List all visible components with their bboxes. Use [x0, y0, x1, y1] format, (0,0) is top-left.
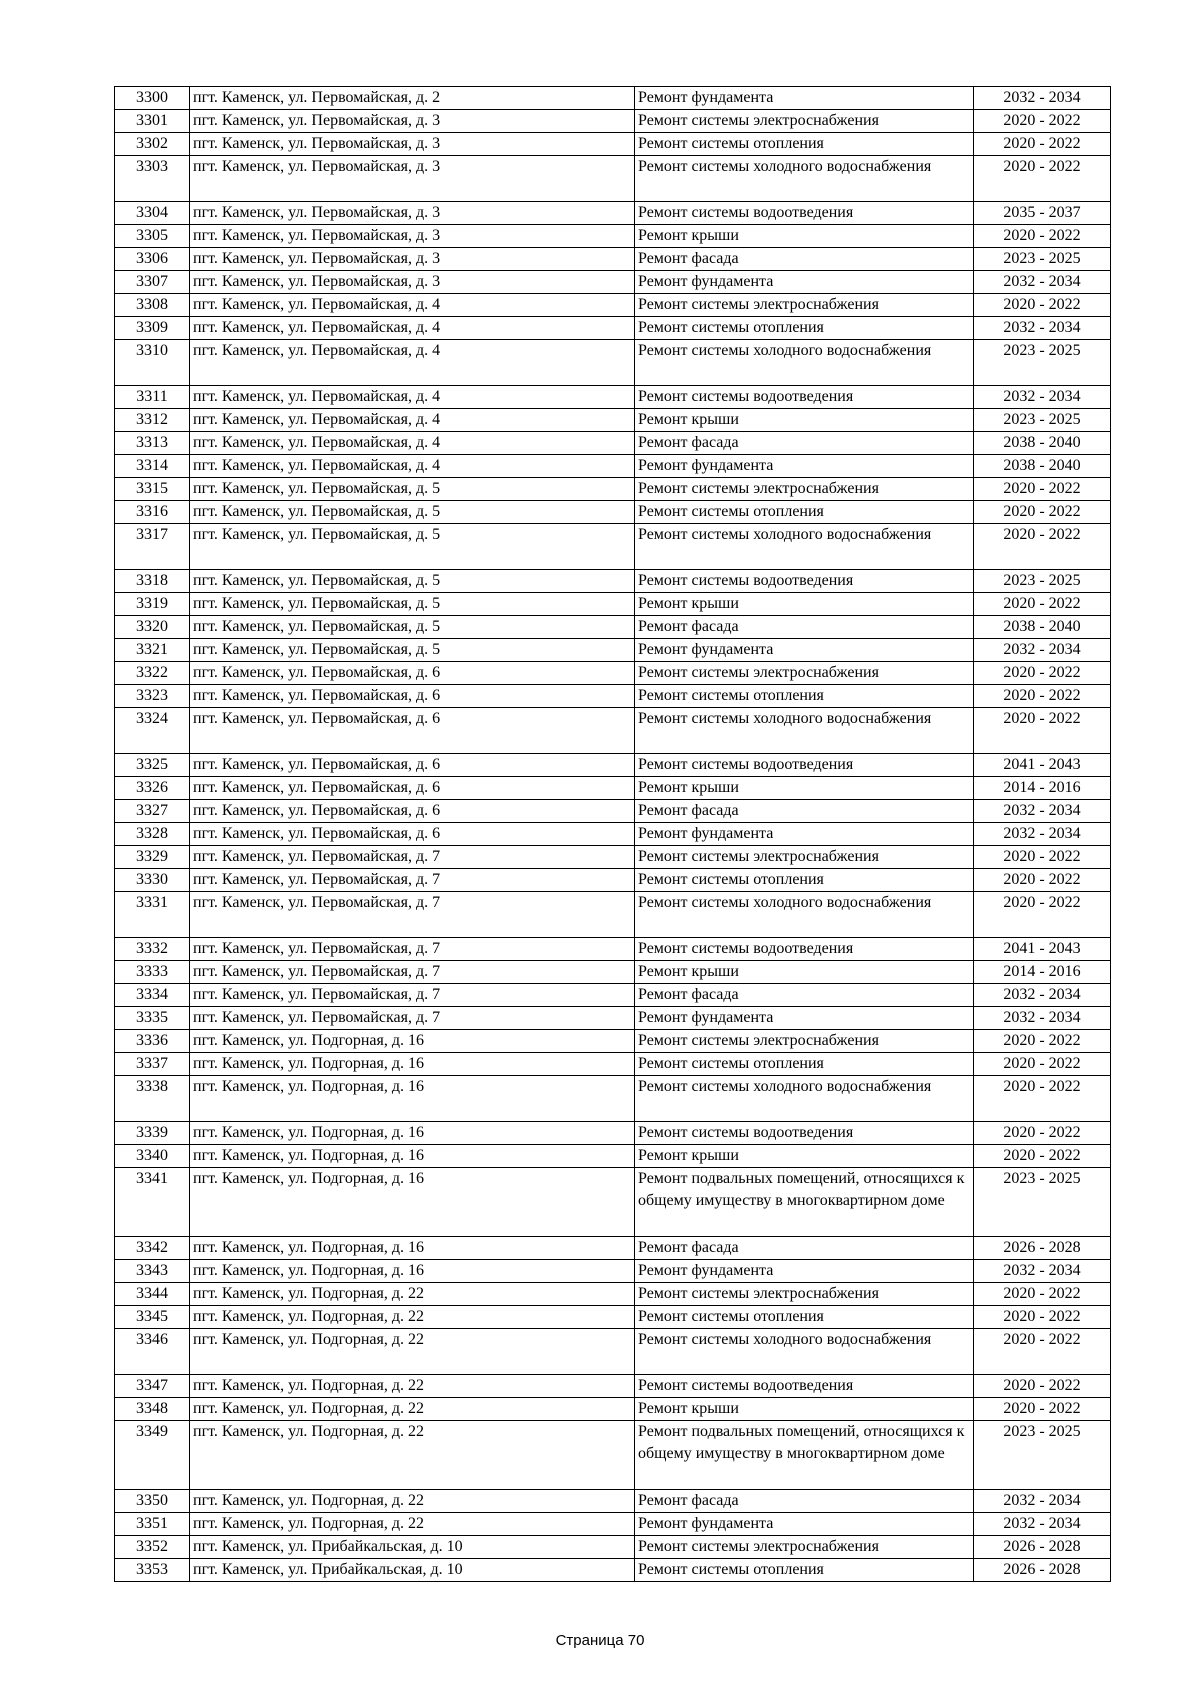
table-row	[115, 1283, 1111, 1306]
work-type-cell: Ремонт системы электроснабжения	[635, 294, 974, 317]
row-number-cell: 3306	[115, 248, 190, 271]
period-cell: 2020 - 2022	[974, 708, 1111, 754]
table-row	[115, 892, 1111, 938]
address-cell: пгт. Каменск, ул. Первомайская, д. 6	[190, 777, 635, 800]
address-cell: пгт. Каменск, ул. Подгорная, д. 22	[190, 1398, 635, 1421]
address-cell: пгт. Каменск, ул. Подгорная, д. 22	[190, 1490, 635, 1513]
address-cell: пгт. Каменск, ул. Первомайская, д. 6	[190, 662, 635, 685]
work-type-cell: Ремонт подвальных помещений, относящихся к общему имуществу в многоквартирном доме	[635, 1421, 974, 1490]
table-row	[115, 1536, 1111, 1559]
work-type-cell: Ремонт системы холодного водоснабжения	[635, 156, 974, 202]
address-cell: пгт. Каменск, ул. Первомайская, д. 7	[190, 892, 635, 938]
address-cell: пгт. Каменск, ул. Первомайская, д. 3	[190, 133, 635, 156]
row-number-cell: 3338	[115, 1076, 190, 1122]
table-row	[115, 1237, 1111, 1260]
row-number-cell: 3331	[115, 892, 190, 938]
row-number-cell: 3339	[115, 1122, 190, 1145]
work-type-cell: Ремонт системы отопления	[635, 501, 974, 524]
period-cell: 2032 - 2034	[974, 87, 1111, 110]
work-type-cell: Ремонт крыши	[635, 961, 974, 984]
address-cell: пгт. Каменск, ул. Первомайская, д. 5	[190, 501, 635, 524]
address-cell: пгт. Каменск, ул. Первомайская, д. 7	[190, 869, 635, 892]
table-row	[115, 800, 1111, 823]
row-number-cell: 3321	[115, 639, 190, 662]
row-number-cell: 3333	[115, 961, 190, 984]
row-number-cell: 3320	[115, 616, 190, 639]
row-number-cell: 3327	[115, 800, 190, 823]
row-number-cell: 3332	[115, 938, 190, 961]
row-number-cell: 3326	[115, 777, 190, 800]
period-cell: 2032 - 2034	[974, 386, 1111, 409]
address-cell: пгт. Каменск, ул. Прибайкальская, д. 10	[190, 1536, 635, 1559]
work-type-cell: Ремонт фундамента	[635, 1007, 974, 1030]
address-cell: пгт. Каменск, ул. Первомайская, д. 4	[190, 386, 635, 409]
table-row	[115, 1375, 1111, 1398]
period-cell: 2023 - 2025	[974, 409, 1111, 432]
row-number-cell: 3352	[115, 1536, 190, 1559]
work-type-cell: Ремонт подвальных помещений, относящихся к общему имуществу в многоквартирном доме	[635, 1168, 974, 1237]
address-cell: пгт. Каменск, ул. Прибайкальская, д. 10	[190, 1559, 635, 1582]
table-row	[115, 1076, 1111, 1122]
work-type-cell: Ремонт системы холодного водоснабжения	[635, 708, 974, 754]
work-type-cell: Ремонт системы холодного водоснабжения	[635, 524, 974, 570]
work-type-cell: Ремонт системы отопления	[635, 869, 974, 892]
work-type-cell: Ремонт системы водоотведения	[635, 386, 974, 409]
period-cell: 2032 - 2034	[974, 984, 1111, 1007]
row-number-cell: 3344	[115, 1283, 190, 1306]
address-cell: пгт. Каменск, ул. Первомайская, д. 7	[190, 984, 635, 1007]
work-type-cell: Ремонт системы электроснабжения	[635, 1030, 974, 1053]
table-row	[115, 1122, 1111, 1145]
row-number-cell: 3334	[115, 984, 190, 1007]
work-type-cell: Ремонт системы холодного водоснабжения	[635, 1076, 974, 1122]
work-type-cell: Ремонт фасада	[635, 984, 974, 1007]
row-number-cell: 3345	[115, 1306, 190, 1329]
period-cell: 2020 - 2022	[974, 110, 1111, 133]
period-cell: 2020 - 2022	[974, 1122, 1111, 1145]
period-cell: 2035 - 2037	[974, 202, 1111, 225]
period-cell: 2020 - 2022	[974, 524, 1111, 570]
address-cell: пгт. Каменск, ул. Подгорная, д. 22	[190, 1283, 635, 1306]
row-number-cell: 3350	[115, 1490, 190, 1513]
row-number-cell: 3335	[115, 1007, 190, 1030]
table-row	[115, 754, 1111, 777]
work-type-cell: Ремонт системы электроснабжения	[635, 1283, 974, 1306]
period-cell: 2014 - 2016	[974, 961, 1111, 984]
table-row	[115, 1145, 1111, 1168]
row-number-cell: 3337	[115, 1053, 190, 1076]
address-cell: пгт. Каменск, ул. Подгорная, д. 22	[190, 1421, 635, 1490]
period-cell: 2023 - 2025	[974, 248, 1111, 271]
period-cell: 2020 - 2022	[974, 1030, 1111, 1053]
row-number-cell: 3351	[115, 1513, 190, 1536]
work-type-cell: Ремонт системы водоотведения	[635, 1122, 974, 1145]
period-cell: 2020 - 2022	[974, 593, 1111, 616]
address-cell: пгт. Каменск, ул. Первомайская, д. 2	[190, 87, 635, 110]
row-number-cell: 3323	[115, 685, 190, 708]
period-cell: 2023 - 2025	[974, 340, 1111, 386]
address-cell: пгт. Каменск, ул. Первомайская, д. 4	[190, 432, 635, 455]
address-cell: пгт. Каменск, ул. Первомайская, д. 5	[190, 593, 635, 616]
period-cell: 2020 - 2022	[974, 869, 1111, 892]
address-cell: пгт. Каменск, ул. Подгорная, д. 16	[190, 1122, 635, 1145]
table-row	[115, 409, 1111, 432]
row-number-cell: 3324	[115, 708, 190, 754]
row-number-cell: 3328	[115, 823, 190, 846]
row-number-cell: 3342	[115, 1237, 190, 1260]
work-type-cell: Ремонт системы холодного водоснабжения	[635, 340, 974, 386]
address-cell: пгт. Каменск, ул. Первомайская, д. 3	[190, 225, 635, 248]
table-row	[115, 777, 1111, 800]
row-number-cell: 3302	[115, 133, 190, 156]
table-row	[115, 685, 1111, 708]
period-cell: 2020 - 2022	[974, 685, 1111, 708]
period-cell: 2026 - 2028	[974, 1536, 1111, 1559]
table-row	[115, 961, 1111, 984]
table-row	[115, 823, 1111, 846]
table-row	[115, 133, 1111, 156]
address-cell: пгт. Каменск, ул. Первомайская, д. 6	[190, 823, 635, 846]
table-row	[115, 271, 1111, 294]
work-type-cell: Ремонт системы отопления	[635, 317, 974, 340]
work-type-cell: Ремонт системы водоотведения	[635, 202, 974, 225]
work-type-cell: Ремонт фасада	[635, 800, 974, 823]
period-cell: 2038 - 2040	[974, 616, 1111, 639]
row-number-cell: 3341	[115, 1168, 190, 1237]
row-number-cell: 3330	[115, 869, 190, 892]
period-cell: 2023 - 2025	[974, 1168, 1111, 1237]
row-number-cell: 3316	[115, 501, 190, 524]
period-cell: 2032 - 2034	[974, 823, 1111, 846]
row-number-cell: 3303	[115, 156, 190, 202]
table-row	[115, 1030, 1111, 1053]
period-cell: 2026 - 2028	[974, 1237, 1111, 1260]
period-cell: 2020 - 2022	[974, 1329, 1111, 1375]
row-number-cell: 3329	[115, 846, 190, 869]
address-cell: пгт. Каменск, ул. Первомайская, д. 6	[190, 708, 635, 754]
address-cell: пгт. Каменск, ул. Первомайская, д. 6	[190, 685, 635, 708]
address-cell: пгт. Каменск, ул. Подгорная, д. 16	[190, 1030, 635, 1053]
address-cell: пгт. Каменск, ул. Первомайская, д. 4	[190, 409, 635, 432]
row-number-cell: 3319	[115, 593, 190, 616]
repair-schedule-table	[114, 86, 1111, 1582]
row-number-cell: 3348	[115, 1398, 190, 1421]
address-cell: пгт. Каменск, ул. Первомайская, д. 6	[190, 754, 635, 777]
table-row	[115, 1421, 1111, 1490]
work-type-cell: Ремонт системы электроснабжения	[635, 110, 974, 133]
page-number: Страница 70	[555, 1632, 645, 1649]
period-cell: 2020 - 2022	[974, 156, 1111, 202]
work-type-cell: Ремонт фасада	[635, 1490, 974, 1513]
work-type-cell: Ремонт системы электроснабжения	[635, 662, 974, 685]
table-row	[115, 639, 1111, 662]
address-cell: пгт. Каменск, ул. Первомайская, д. 4	[190, 294, 635, 317]
period-cell: 2038 - 2040	[974, 432, 1111, 455]
address-cell: пгт. Каменск, ул. Подгорная, д. 22	[190, 1329, 635, 1375]
period-cell: 2032 - 2034	[974, 639, 1111, 662]
period-cell: 2014 - 2016	[974, 777, 1111, 800]
table-row	[115, 984, 1111, 1007]
work-type-cell: Ремонт крыши	[635, 1145, 974, 1168]
work-type-cell: Ремонт фундамента	[635, 823, 974, 846]
table-row	[115, 317, 1111, 340]
address-cell: пгт. Каменск, ул. Подгорная, д. 22	[190, 1306, 635, 1329]
work-type-cell: Ремонт крыши	[635, 225, 974, 248]
row-number-cell: 3313	[115, 432, 190, 455]
address-cell: пгт. Каменск, ул. Первомайская, д. 3	[190, 248, 635, 271]
table-row	[115, 938, 1111, 961]
period-cell: 2020 - 2022	[974, 662, 1111, 685]
period-cell: 2020 - 2022	[974, 1076, 1111, 1122]
period-cell: 2032 - 2034	[974, 800, 1111, 823]
work-type-cell: Ремонт крыши	[635, 777, 974, 800]
table-row	[115, 294, 1111, 317]
table-row	[115, 1398, 1111, 1421]
address-cell: пгт. Каменск, ул. Первомайская, д. 5	[190, 570, 635, 593]
address-cell: пгт. Каменск, ул. Первомайская, д. 7	[190, 846, 635, 869]
address-cell: пгт. Каменск, ул. Подгорная, д. 16	[190, 1237, 635, 1260]
address-cell: пгт. Каменск, ул. Первомайская, д. 3	[190, 110, 635, 133]
table-row	[115, 455, 1111, 478]
work-type-cell: Ремонт системы электроснабжения	[635, 478, 974, 501]
work-type-cell: Ремонт фундамента	[635, 639, 974, 662]
work-type-cell: Ремонт системы отопления	[635, 1306, 974, 1329]
work-type-cell: Ремонт фасада	[635, 432, 974, 455]
table-row	[115, 225, 1111, 248]
work-type-cell: Ремонт системы водоотведения	[635, 570, 974, 593]
work-type-cell: Ремонт системы водоотведения	[635, 754, 974, 777]
period-cell: 2032 - 2034	[974, 1513, 1111, 1536]
address-cell: пгт. Каменск, ул. Первомайская, д. 7	[190, 1007, 635, 1030]
work-type-cell: Ремонт фундамента	[635, 1513, 974, 1536]
table-row	[115, 662, 1111, 685]
table-row	[115, 1007, 1111, 1030]
row-number-cell: 3300	[115, 87, 190, 110]
address-cell: пгт. Каменск, ул. Первомайская, д. 3	[190, 156, 635, 202]
address-cell: пгт. Каменск, ул. Первомайская, д. 6	[190, 800, 635, 823]
row-number-cell: 3311	[115, 386, 190, 409]
address-cell: пгт. Каменск, ул. Подгорная, д. 16	[190, 1145, 635, 1168]
work-type-cell: Ремонт фундамента	[635, 1260, 974, 1283]
work-type-cell: Ремонт крыши	[635, 409, 974, 432]
table-row	[115, 616, 1111, 639]
table-row	[115, 110, 1111, 133]
table-row	[115, 1329, 1111, 1375]
row-number-cell: 3301	[115, 110, 190, 133]
work-type-cell: Ремонт системы электроснабжения	[635, 1536, 974, 1559]
table-row	[115, 340, 1111, 386]
period-cell: 2020 - 2022	[974, 501, 1111, 524]
address-cell: пгт. Каменск, ул. Первомайская, д. 7	[190, 938, 635, 961]
row-number-cell: 3322	[115, 662, 190, 685]
table-row	[115, 593, 1111, 616]
table-row	[115, 524, 1111, 570]
address-cell: пгт. Каменск, ул. Первомайская, д. 5	[190, 478, 635, 501]
period-cell: 2020 - 2022	[974, 133, 1111, 156]
period-cell: 2020 - 2022	[974, 225, 1111, 248]
work-type-cell: Ремонт системы электроснабжения	[635, 846, 974, 869]
period-cell: 2041 - 2043	[974, 754, 1111, 777]
table-row	[115, 87, 1111, 110]
work-type-cell: Ремонт крыши	[635, 593, 974, 616]
table-row	[115, 501, 1111, 524]
row-number-cell: 3315	[115, 478, 190, 501]
address-cell: пгт. Каменск, ул. Первомайская, д. 4	[190, 340, 635, 386]
period-cell: 2020 - 2022	[974, 1053, 1111, 1076]
address-cell: пгт. Каменск, ул. Первомайская, д. 7	[190, 961, 635, 984]
period-cell: 2032 - 2034	[974, 1007, 1111, 1030]
row-number-cell: 3307	[115, 271, 190, 294]
address-cell: пгт. Каменск, ул. Первомайская, д. 5	[190, 639, 635, 662]
row-number-cell: 3310	[115, 340, 190, 386]
work-type-cell: Ремонт системы холодного водоснабжения	[635, 1329, 974, 1375]
period-cell: 2020 - 2022	[974, 1398, 1111, 1421]
address-cell: пгт. Каменск, ул. Подгорная, д. 16	[190, 1053, 635, 1076]
period-cell: 2026 - 2028	[974, 1559, 1111, 1582]
work-type-cell: Ремонт системы отопления	[635, 1053, 974, 1076]
row-number-cell: 3309	[115, 317, 190, 340]
work-type-cell: Ремонт системы холодного водоснабжения	[635, 892, 974, 938]
table-row	[115, 708, 1111, 754]
period-cell: 2020 - 2022	[974, 892, 1111, 938]
address-cell: пгт. Каменск, ул. Первомайская, д. 5	[190, 616, 635, 639]
address-cell: пгт. Каменск, ул. Первомайская, д. 4	[190, 455, 635, 478]
work-type-cell: Ремонт фасада	[635, 616, 974, 639]
table-body	[115, 87, 1111, 1582]
period-cell: 2023 - 2025	[974, 1421, 1111, 1490]
work-type-cell: Ремонт системы водоотведения	[635, 1375, 974, 1398]
address-cell: пгт. Каменск, ул. Первомайская, д. 4	[190, 317, 635, 340]
period-cell: 2020 - 2022	[974, 478, 1111, 501]
table-row	[115, 1490, 1111, 1513]
row-number-cell: 3336	[115, 1030, 190, 1053]
address-cell: пгт. Каменск, ул. Подгорная, д. 22	[190, 1513, 635, 1536]
row-number-cell: 3346	[115, 1329, 190, 1375]
address-cell: пгт. Каменск, ул. Первомайская, д. 3	[190, 202, 635, 225]
table-row	[115, 869, 1111, 892]
address-cell: пгт. Каменск, ул. Подгорная, д. 16	[190, 1168, 635, 1237]
table-row	[115, 156, 1111, 202]
period-cell: 2032 - 2034	[974, 1260, 1111, 1283]
period-cell: 2041 - 2043	[974, 938, 1111, 961]
table-row	[115, 386, 1111, 409]
period-cell: 2020 - 2022	[974, 1145, 1111, 1168]
row-number-cell: 3349	[115, 1421, 190, 1490]
row-number-cell: 3305	[115, 225, 190, 248]
row-number-cell: 3317	[115, 524, 190, 570]
table-row	[115, 1559, 1111, 1582]
address-cell: пгт. Каменск, ул. Подгорная, д. 22	[190, 1375, 635, 1398]
period-cell: 2020 - 2022	[974, 1375, 1111, 1398]
work-type-cell: Ремонт фундамента	[635, 271, 974, 294]
address-cell: пгт. Каменск, ул. Первомайская, д. 5	[190, 524, 635, 570]
work-type-cell: Ремонт крыши	[635, 1398, 974, 1421]
work-type-cell: Ремонт системы отопления	[635, 1559, 974, 1582]
work-type-cell: Ремонт фасада	[635, 248, 974, 271]
table-row	[115, 202, 1111, 225]
period-cell: 2038 - 2040	[974, 455, 1111, 478]
row-number-cell: 3353	[115, 1559, 190, 1582]
period-cell: 2032 - 2034	[974, 1490, 1111, 1513]
row-number-cell: 3314	[115, 455, 190, 478]
row-number-cell: 3318	[115, 570, 190, 593]
table-row	[115, 1260, 1111, 1283]
work-type-cell: Ремонт системы водоотведения	[635, 938, 974, 961]
row-number-cell: 3312	[115, 409, 190, 432]
address-cell: пгт. Каменск, ул. Первомайская, д. 3	[190, 271, 635, 294]
table-row	[115, 1168, 1111, 1237]
table-row	[115, 248, 1111, 271]
row-number-cell: 3325	[115, 754, 190, 777]
period-cell: 2020 - 2022	[974, 846, 1111, 869]
row-number-cell: 3308	[115, 294, 190, 317]
row-number-cell: 3340	[115, 1145, 190, 1168]
table-row	[115, 1513, 1111, 1536]
work-type-cell: Ремонт системы отопления	[635, 133, 974, 156]
row-number-cell: 3347	[115, 1375, 190, 1398]
period-cell: 2020 - 2022	[974, 1306, 1111, 1329]
row-number-cell: 3304	[115, 202, 190, 225]
table-row	[115, 570, 1111, 593]
address-cell: пгт. Каменск, ул. Подгорная, д. 16	[190, 1260, 635, 1283]
table-row	[115, 432, 1111, 455]
period-cell: 2032 - 2034	[974, 317, 1111, 340]
table-row	[115, 1053, 1111, 1076]
period-cell: 2020 - 2022	[974, 294, 1111, 317]
work-type-cell: Ремонт фасада	[635, 1237, 974, 1260]
work-type-cell: Ремонт фундамента	[635, 87, 974, 110]
address-cell: пгт. Каменск, ул. Подгорная, д. 16	[190, 1076, 635, 1122]
table-row	[115, 846, 1111, 869]
work-type-cell: Ремонт фундамента	[635, 455, 974, 478]
work-type-cell: Ремонт системы отопления	[635, 685, 974, 708]
period-cell: 2023 - 2025	[974, 570, 1111, 593]
table-row	[115, 1306, 1111, 1329]
period-cell: 2020 - 2022	[974, 1283, 1111, 1306]
row-number-cell: 3343	[115, 1260, 190, 1283]
period-cell: 2032 - 2034	[974, 271, 1111, 294]
table-row	[115, 478, 1111, 501]
